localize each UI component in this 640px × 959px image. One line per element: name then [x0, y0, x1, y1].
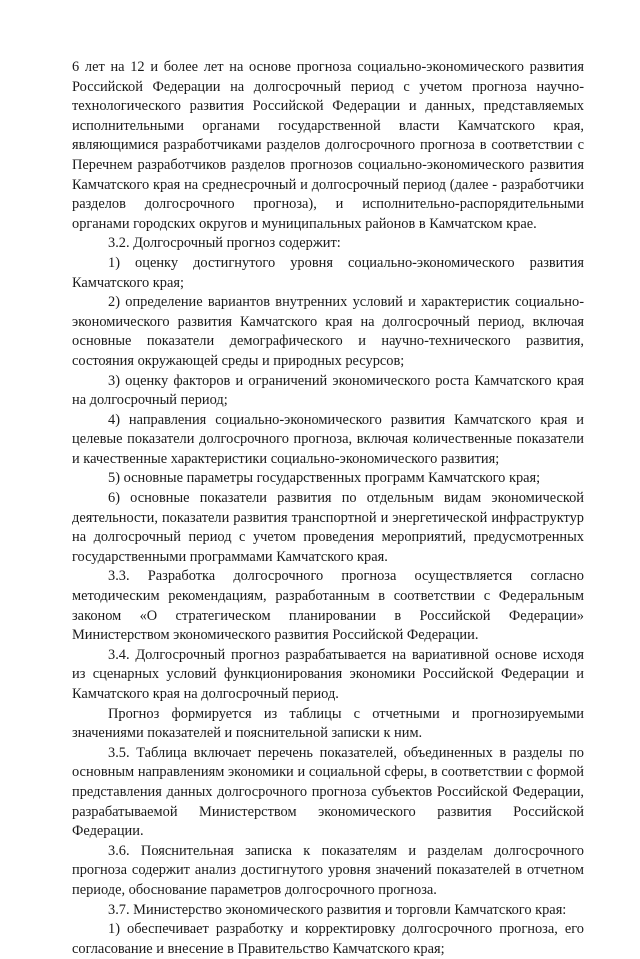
document-page — [72, 58, 584, 959]
paragraph-3-5: 3.5. Таблица включает перечень показателей, объединенных в разделы по основным направлениям экономики и социальной сферы, в соответствии с формой представления данных долгосрочного прогноза субъектов Российской Федерации, разрабатываемой Министерством экономического развития Российской Федерации. — [72, 744, 584, 840]
list-item-5: 5) основные параметры государственных программ Камчатского края; — [108, 470, 541, 487]
list-item-2: 2) определение вариантов внутренних условий и характеристик социально-экономического развития Камчатского края на долгосрочный период, включая основные показатели демографического и научно-технического развития, состояния окружающей среды и природных ресурсов; — [72, 294, 584, 369]
list-item-6: 6) основные показатели развития по отдельным видам экономической деятельности, показатели развития транспортной и энергетической инфраструктур на долгосрочный период с учетом проведения мероприятий, предусмотренных государственными программами Камчатского края. — [72, 490, 584, 565]
paragraph-3-7: 3.7. Министерство экономического развития и торговли Камчатского края: — [108, 901, 567, 918]
paragraph-continuation: 6 лет на 12 и более лет на основе прогноза социально-экономического развития Российской Федерации на долгосрочный период с учетом прогноза научно-технологического развития Российской Федерации и данных, представляемых исполнительными органами государственной власти Камчатского края, являющимися разработчиками разделов долгосрочного прогноза в соответствии с Перечнем разработчиков разделов прогнозов социально-экономического развития Камчатского края на среднесрочный и долгосрочный период (далее - разработчики разделов долгосрочного прогноза), и исполнительно-распорядительными органами городских округов и муниципальных районов в Камчатском крае. — [72, 59, 584, 232]
paragraph-forecast-structure: Прогноз формируется из таблицы с отчетными и прогнозируемыми значениями показателей и пояснительной записки к ним. — [72, 705, 584, 742]
list-item-3-7-1: 1) обеспечивает разработку и корректировку долгосрочного прогноза, его согласование и внесение в Правительство Камчатского края; — [72, 921, 584, 957]
list-item-1: 1) оценку достигнутого уровня социально-экономического развития Камчатского края; — [72, 254, 584, 291]
list-item-4: 4) направления социально-экономического развития Камчатского края и целевые показатели долгосрочного прогноза, включая количественные показатели и качественные характеристики социально-экономического развития; — [72, 411, 584, 467]
paragraph-3-6: 3.6. Пояснительная записка к показателям и разделам долгосрочного прогноза содержит анализ достигнутого уровня значений показателей в отчетном периоде, обоснование параметров долгосрочного прогноза. — [72, 842, 584, 898]
paragraph-3-4: 3.4. Долгосрочный прогноз разрабатывается на вариативной основе исходя из сценарных условий функционирования экономики Российской Федерации и Камчатского края на долгосрочный период. — [72, 646, 584, 702]
paragraph-3-3: 3.3. Разработка долгосрочного прогноза осуществляется согласно методическим рекомендациям, разработанным в соответствии с Федеральным законом «О стратегическом планировании в Российской Федерации» Министерством экономического развития Российской Федерации. — [72, 568, 584, 644]
list-item-3: 3) оценку факторов и ограничений экономического роста Камчатского края на долгосрочный период; — [72, 372, 584, 409]
paragraph-3-2: 3.2. Долгосрочный прогноз содержит: — [108, 235, 341, 252]
